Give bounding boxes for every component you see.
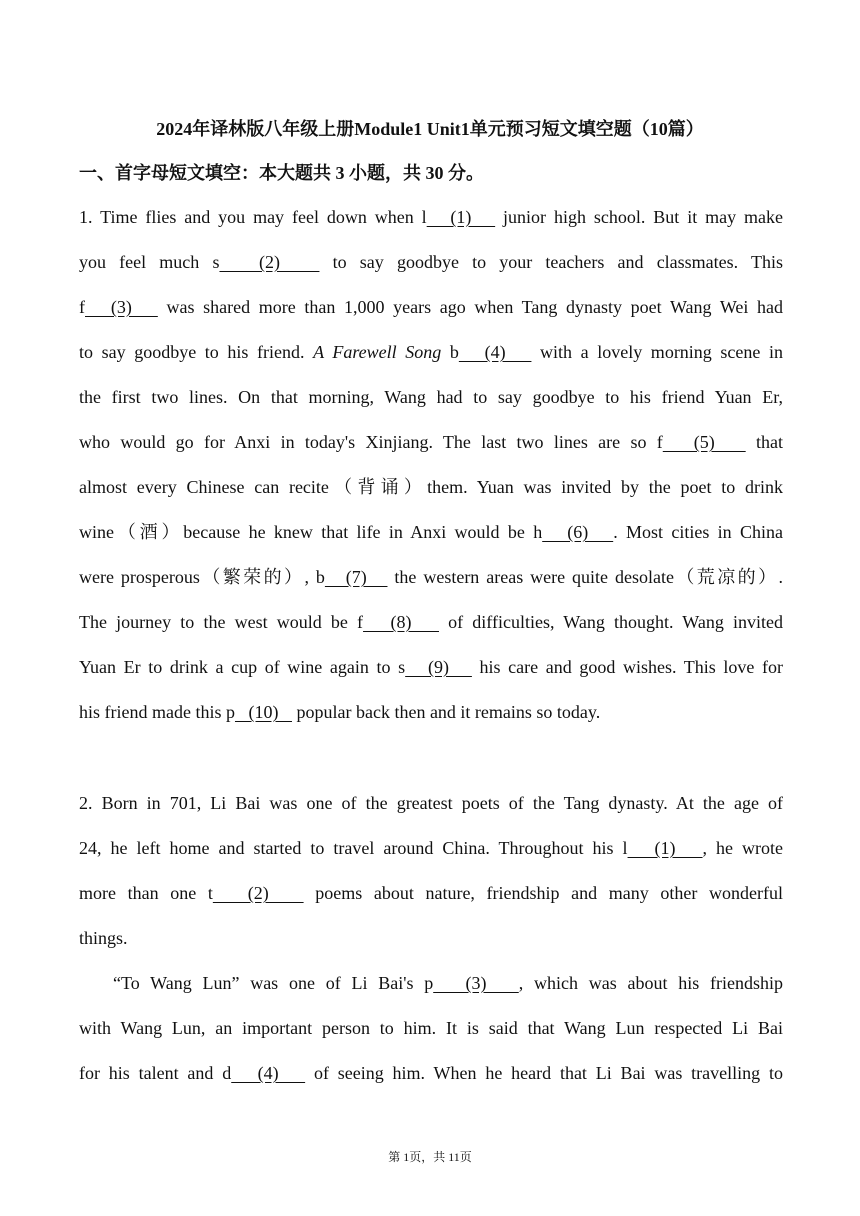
- blank-1: (1): [627, 838, 703, 858]
- blank-5: (5): [662, 432, 746, 452]
- passage-line: “To Wang Lun” was one of Li Bai's p (3) , which was about his friendship: [113, 973, 783, 993]
- passage-1: [79, 205, 783, 745]
- passage-line: The journey to the west would be f (8) of difficulties, Wang thought. Wang invited: [79, 612, 783, 632]
- passage-line: with Wang Lun, an important person to him. It is said that Wang Lun respected Li Bai: [79, 1018, 783, 1038]
- passage-line: 24, he left home and started to travel around China. Throughout his l (1) , he wrote: [79, 838, 783, 858]
- blank-8: (8): [363, 612, 439, 632]
- blank-3: (3): [433, 973, 519, 993]
- passage-line: things.: [79, 928, 128, 948]
- passage-line: for his talent and d (4) of seeing him. When he heard that Li Bai was travelling to: [79, 1063, 783, 1083]
- passage-line: you feel much s (2) to say goodbye to your teachers and classmates. This: [79, 252, 784, 272]
- passage-line: the first two lines. On that morning, Wang had to say goodbye to his friend Yuan Er,: [79, 387, 783, 407]
- blank-6: (6): [542, 522, 614, 542]
- passage-line: Yuan Er to drink a cup of wine again to s (9) his care and good wishes. This love for: [79, 657, 783, 677]
- passage-line: 1. Time flies and you may feel down when l (1) junior high school. But it may make: [79, 207, 783, 227]
- blank-4: (4): [458, 342, 532, 362]
- passage-line: almost every Chinese can recite（背诵）them. Yuan was invited by the poet to drink: [79, 477, 783, 497]
- blank-3: (3): [85, 297, 158, 317]
- passage-line: his friend made this p (10) popular back then and it remains so today.: [79, 702, 601, 722]
- passage-line: f (3) was shared more than 1,000 years ago when Tang dynasty poet Wang Wei had: [79, 297, 783, 317]
- blank-10: (10): [234, 702, 292, 722]
- passage-line: to say goodbye to his friend. A Farewell Song b (4) with a lovely morning scene in: [79, 342, 783, 362]
- blank-7: (7): [324, 567, 388, 587]
- page-footer: 第 1页，共 11页: [388, 1150, 472, 1164]
- passage-line: wine（酒）because he knew that life in Anxi would be h (6) . Most cities in China: [79, 522, 784, 542]
- blank-9: (9): [405, 657, 472, 677]
- blank-2: (2): [212, 883, 304, 903]
- passage-2: [79, 791, 783, 1106]
- passage-line: 2. Born in 701, Li Bai was one of the greatest poets of the Tang dynasty. At the age of: [79, 793, 783, 813]
- blank-4: (4): [231, 1063, 306, 1083]
- blank-1: (1): [426, 207, 496, 227]
- section-heading: 一、首字母短文填空：本大题共 3 小题，共 30 分。: [79, 163, 484, 183]
- passage-line: were prosperous（繁荣的）, b (7) the western areas were quite desolate（荒凉的）.: [79, 567, 784, 587]
- blank-2: (2): [219, 252, 320, 272]
- poem-title: A Farewell Song: [313, 342, 442, 362]
- passage-line: who would go for Anxi in today's Xinjiang. The last two lines are so f (5) that: [79, 432, 783, 452]
- document-title: 2024年译林版八年级上册Module1 Unit1单元预习短文填空题（10篇）: [156, 119, 704, 139]
- passage-line: more than one t (2) poems about nature, friendship and many other wonderful: [79, 883, 783, 903]
